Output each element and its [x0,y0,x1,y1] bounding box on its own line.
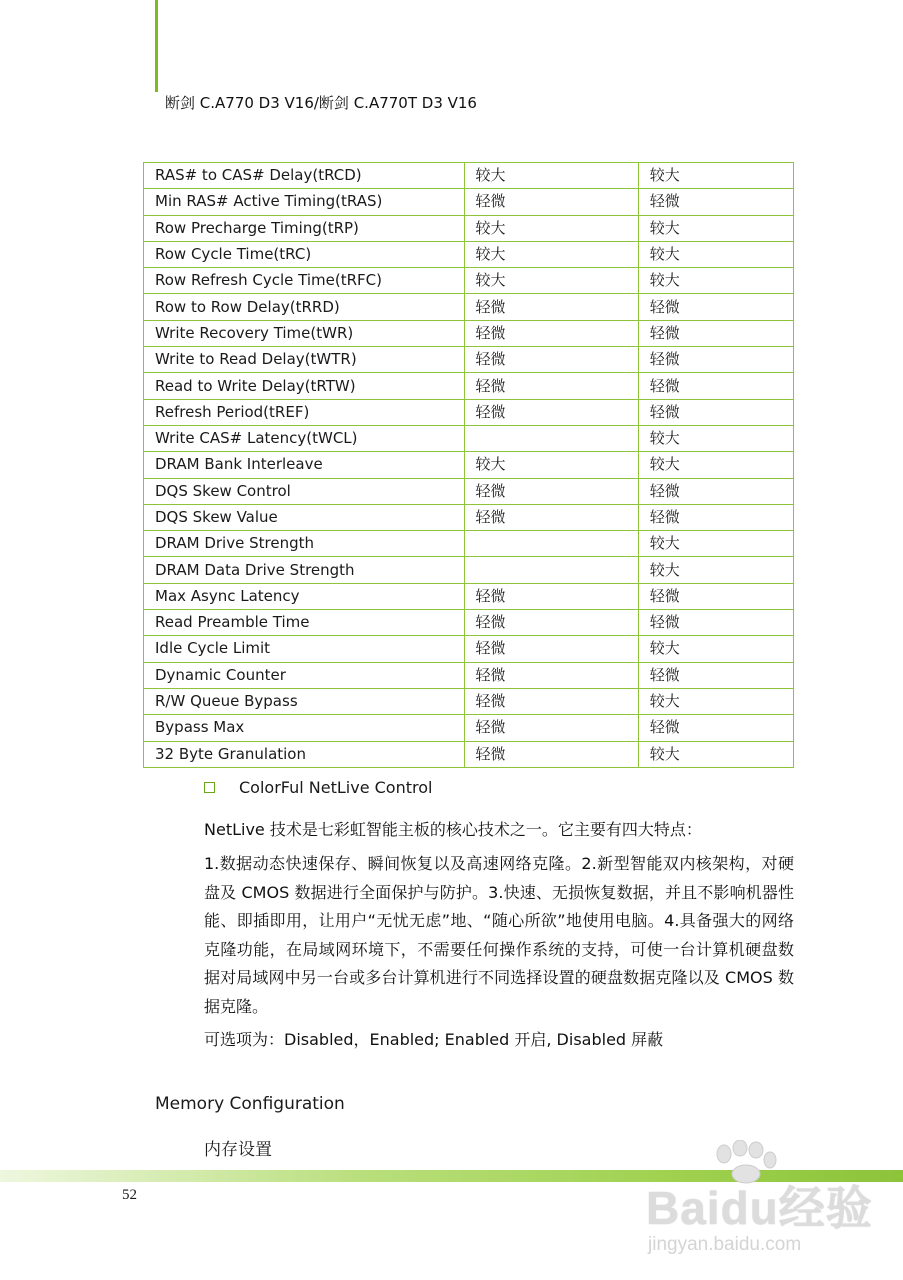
table-row [144,741,794,767]
impact-level-cell-2: 较大 [638,268,793,294]
table-row [144,583,794,609]
impact-level-cell: 较大 [464,241,638,267]
impact-level-cell-2: 轻微 [638,662,793,688]
impact-level-cell: 较大 [464,215,638,241]
impact-level-cell: 轻微 [464,583,638,609]
table-row [144,688,794,714]
parameter-name-cell: Row Cycle Time(tRC) [144,241,465,267]
impact-level-cell: 轻微 [464,320,638,346]
table-row [144,662,794,688]
parameter-name-cell: R/W Queue Bypass [144,688,465,714]
table-row [144,163,794,189]
parameter-table [143,162,794,768]
impact-level-cell-2: 较大 [638,531,793,557]
header-accent-line [155,0,158,92]
impact-level-cell-2: 较大 [638,425,793,451]
impact-level-cell-2: 较大 [638,163,793,189]
impact-level-cell: 较大 [464,268,638,294]
impact-level-cell: 轻微 [464,399,638,425]
impact-level-cell: 轻微 [464,347,638,373]
impact-level-cell-2: 轻微 [638,373,793,399]
parameter-name-cell: Row Refresh Cycle Time(tRFC) [144,268,465,294]
parameter-name-cell: RAS# to CAS# Delay(tRCD) [144,163,465,189]
impact-level-cell-2: 较大 [638,636,793,662]
checkbox-bullet-icon [204,782,215,793]
table-row [144,557,794,583]
parameter-name-cell: Write to Read Delay(tWTR) [144,347,465,373]
table-row [144,268,794,294]
section-heading-text: ColorFul NetLive Control [239,778,433,797]
baidu-watermark [640,1140,880,1270]
impact-level-cell: 较大 [464,452,638,478]
impact-level-cell: 轻微 [464,504,638,530]
options-line: 可选项为：Disabled，Enabled; Enabled 开启, Disabled 屏蔽 [204,1030,664,1049]
parameter-table-body [144,163,794,768]
table-row [144,215,794,241]
impact-level-cell-2: 轻微 [638,610,793,636]
impact-level-cell: 轻微 [464,478,638,504]
parameter-name-cell: Row Precharge Timing(tRP) [144,215,465,241]
impact-level-cell-2: 较大 [638,557,793,583]
table-row [144,452,794,478]
table-row [144,189,794,215]
impact-level-cell: 轻微 [464,688,638,714]
table-row [144,478,794,504]
table-row [144,504,794,530]
impact-level-cell-2: 轻微 [638,320,793,346]
watermark-url: jingyan.baidu.com [648,1234,802,1255]
parameter-name-cell: DQS Skew Value [144,504,465,530]
impact-level-cell: 较大 [464,163,638,189]
parameter-name-cell: Max Async Latency [144,583,465,609]
page-header-title: 断剑 C.A770 D3 V16/断剑 C.A770T D3 V16 [165,94,477,112]
parameter-name-cell: Write Recovery Time(tWR) [144,320,465,346]
table-row [144,241,794,267]
parameter-name-cell: DRAM Data Drive Strength [144,557,465,583]
impact-level-cell-2: 较大 [638,741,793,767]
impact-level-cell: 轻微 [464,373,638,399]
table-row [144,320,794,346]
impact-level-cell: 轻微 [464,189,638,215]
watermark-brand: Baidu经验 [646,1182,873,1234]
impact-level-cell-2: 轻微 [638,715,793,741]
feature-description: 1.数据动态快速保存、瞬间恢复以及高速网络克隆。2.新型智能双内核架构，对硬盘及 CMOS 数据进行全面保护与防护。3.快速、无损恢复数据，并且不影响机器性能、即插即用，让用户“无忧无虑”地、“随心所欲”地使用电脑。4.具备强大的网络克隆功能，在局域网环境下，不需要任何操作系统的支持，可使一台计算机硬盘数据对局域网中另一台或多台计算机进行不同选择设置的硬盘数据克隆以及 CMOS 数据克隆。 [204,854,794,1016]
parameter-name-cell: Row to Row Delay(tRRD) [144,294,465,320]
parameter-name-cell: DRAM Bank Interleave [144,452,465,478]
parameter-name-cell: Min RAS# Active Timing(tRAS) [144,189,465,215]
table-row [144,347,794,373]
table-row [144,399,794,425]
impact-level-cell-2: 轻微 [638,504,793,530]
impact-level-cell-2: 轻微 [638,294,793,320]
impact-level-cell-2: 轻微 [638,583,793,609]
intro-paragraph: NetLive 技术是七彩虹智能主板的核心技术之一。它主要有四大特点： [204,820,702,839]
page-number: 52 [122,1187,137,1203]
impact-level-cell: 轻微 [464,715,638,741]
impact-level-cell-2: 轻微 [638,478,793,504]
impact-level-cell [464,425,638,451]
parameter-name-cell: Idle Cycle Limit [144,636,465,662]
parameter-name-cell: 32 Byte Granulation [144,741,465,767]
impact-level-cell: 轻微 [464,636,638,662]
impact-level-cell-2: 轻微 [638,189,793,215]
table-row [144,610,794,636]
impact-level-cell: 轻微 [464,662,638,688]
parameter-name-cell: Dynamic Counter [144,662,465,688]
table-row [144,715,794,741]
parameter-name-cell: Bypass Max [144,715,465,741]
parameter-name-cell: Read Preamble Time [144,610,465,636]
table-row [144,531,794,557]
impact-level-cell-2: 较大 [638,452,793,478]
parameter-name-cell: DRAM Drive Strength [144,531,465,557]
section-heading [204,778,432,797]
table-row [144,373,794,399]
impact-level-cell [464,557,638,583]
table-row [144,636,794,662]
impact-level-cell-2: 轻微 [638,347,793,373]
parameter-name-cell: Refresh Period(tREF) [144,399,465,425]
parameter-name-cell: Read to Write Delay(tRTW) [144,373,465,399]
impact-level-cell-2: 较大 [638,215,793,241]
table-row [144,425,794,451]
impact-level-cell: 轻微 [464,610,638,636]
impact-level-cell-2: 轻微 [638,399,793,425]
impact-level-cell-2: 较大 [638,241,793,267]
table-row [144,294,794,320]
impact-level-cell: 轻微 [464,741,638,767]
parameter-name-cell: DQS Skew Control [144,478,465,504]
memory-config-subtitle: 内存设置 [204,1140,272,1160]
parameter-name-cell: Write CAS# Latency(tWCL) [144,425,465,451]
impact-level-cell: 轻微 [464,294,638,320]
memory-config-title: Memory Configuration [155,1094,345,1114]
impact-level-cell-2: 较大 [638,688,793,714]
impact-level-cell [464,531,638,557]
